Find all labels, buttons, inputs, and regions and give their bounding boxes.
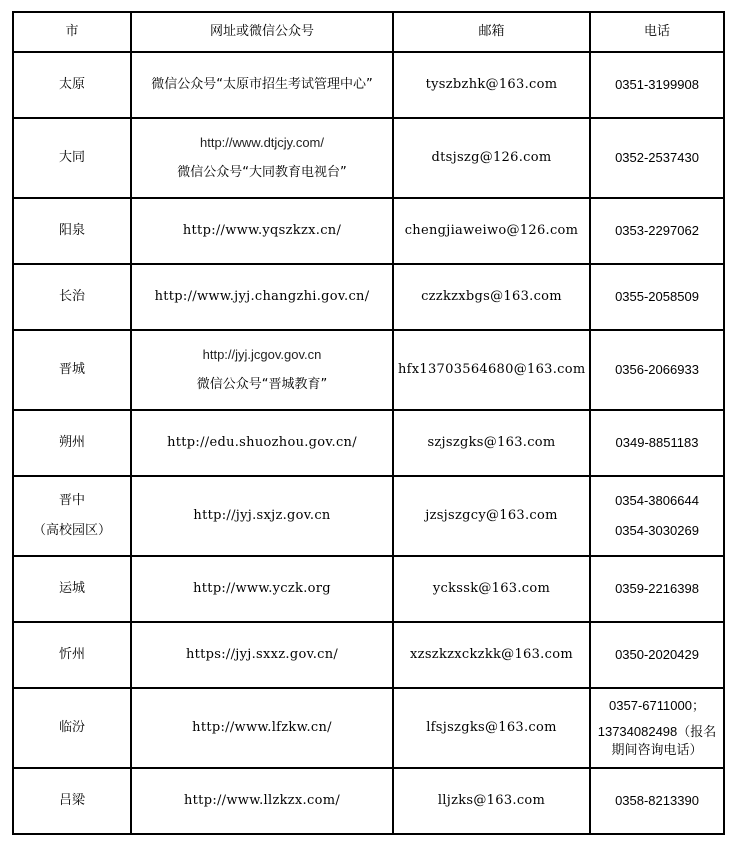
city-cell	[13, 476, 131, 556]
city-cell: 阳泉	[13, 198, 131, 264]
email-cell[interactable]: czzkzxbgs@163.com	[393, 264, 590, 330]
header-city: 市	[13, 12, 131, 52]
city-cell: 临汾	[13, 688, 131, 768]
wechat-account: 微信公众号“晋城教育”	[196, 377, 328, 392]
email-cell[interactable]: lljzks@163.com	[393, 768, 590, 834]
phone-cell: 0353-2297062	[590, 198, 724, 264]
header-phone: 电话	[590, 12, 724, 52]
website-link[interactable]: http://www.yqszkzx.cn/	[131, 198, 393, 264]
website-link[interactable]: http://www.dtjcjy.com/	[199, 135, 324, 150]
email-cell[interactable]: chengjiaweiwo@126.com	[393, 198, 590, 264]
phone-number-note: 13734082498（报名期间咨询电话）	[597, 724, 717, 757]
table-row	[13, 52, 724, 118]
table-row	[13, 622, 724, 688]
city-cell: 太原	[13, 52, 131, 118]
email-cell[interactable]: yckssk@163.com	[393, 556, 590, 622]
table-row	[13, 118, 724, 198]
header-website: 网址或微信公众号	[131, 12, 393, 52]
website-link[interactable]: http://jyj.jcgov.gov.cn	[202, 347, 322, 362]
city-note: （高校园区）	[32, 523, 111, 538]
city-cell: 长治	[13, 264, 131, 330]
phone-cell: 0352-2537430	[590, 118, 724, 198]
table-row	[13, 410, 724, 476]
contacts-table	[12, 11, 725, 835]
website-link[interactable]: http://www.lfzkw.cn/	[131, 688, 393, 768]
phone-cell: 0358-8213390	[590, 768, 724, 834]
email-cell[interactable]: jzsjszgcy@163.com	[393, 476, 590, 556]
email-cell[interactable]: szjszgks@163.com	[393, 410, 590, 476]
phone-cell: 0351-3199908	[590, 52, 724, 118]
website-cell	[131, 118, 393, 198]
website-link[interactable]: http://www.jyj.changzhi.gov.cn/	[131, 264, 393, 330]
phone-number: 0357-6711000；	[609, 698, 705, 713]
table-row	[13, 330, 724, 410]
wechat-account: 微信公众号“大同教育电视台”	[177, 165, 347, 180]
website-link[interactable]: https://jyj.sxxz.gov.cn/	[131, 622, 393, 688]
city-cell: 忻州	[13, 622, 131, 688]
website-link[interactable]: http://www.llzkzx.com/	[131, 768, 393, 834]
city-cell: 运城	[13, 556, 131, 622]
phone-cell	[590, 688, 724, 768]
phone-cell: 0355-2058509	[590, 264, 724, 330]
table-row	[13, 264, 724, 330]
email-cell[interactable]: lfsjszgks@163.com	[393, 688, 590, 768]
phone-cell: 0349-8851183	[590, 410, 724, 476]
website-link[interactable]: http://edu.shuozhou.gov.cn/	[131, 410, 393, 476]
city-cell: 朔州	[13, 410, 131, 476]
table-row	[13, 688, 724, 768]
phone-number: 0354-3030269	[615, 523, 699, 538]
phone-cell	[590, 476, 724, 556]
city-cell: 吕梁	[13, 768, 131, 834]
table-row	[13, 476, 724, 556]
email-cell[interactable]: hfx13703564680@163.com	[393, 330, 590, 410]
table-row	[13, 198, 724, 264]
website-cell	[131, 330, 393, 410]
table-row	[13, 556, 724, 622]
email-cell[interactable]: xzszkzxckzkk@163.com	[393, 622, 590, 688]
phone-cell: 0356-2066933	[590, 330, 724, 410]
phone-number: 0354-3806644	[615, 493, 699, 508]
header-row	[13, 12, 724, 52]
city-cell: 晋城	[13, 330, 131, 410]
website-cell	[131, 52, 393, 118]
phone-cell: 0359-2216398	[590, 556, 724, 622]
phone-cell: 0350-2020429	[590, 622, 724, 688]
website-link[interactable]: http://www.yczk.org	[131, 556, 393, 622]
wechat-account: 微信公众号“太原市招生考试管理中心”	[151, 77, 373, 92]
city-cell: 大同	[13, 118, 131, 198]
email-cell[interactable]: dtsjszg@126.com	[393, 118, 590, 198]
email-cell[interactable]: tyszbzhk@163.com	[393, 52, 590, 118]
header-email: 邮箱	[393, 12, 590, 52]
table-row	[13, 768, 724, 834]
city-name: 晋中	[58, 493, 85, 508]
website-link[interactable]: http://jyj.sxjz.gov.cn	[131, 476, 393, 556]
